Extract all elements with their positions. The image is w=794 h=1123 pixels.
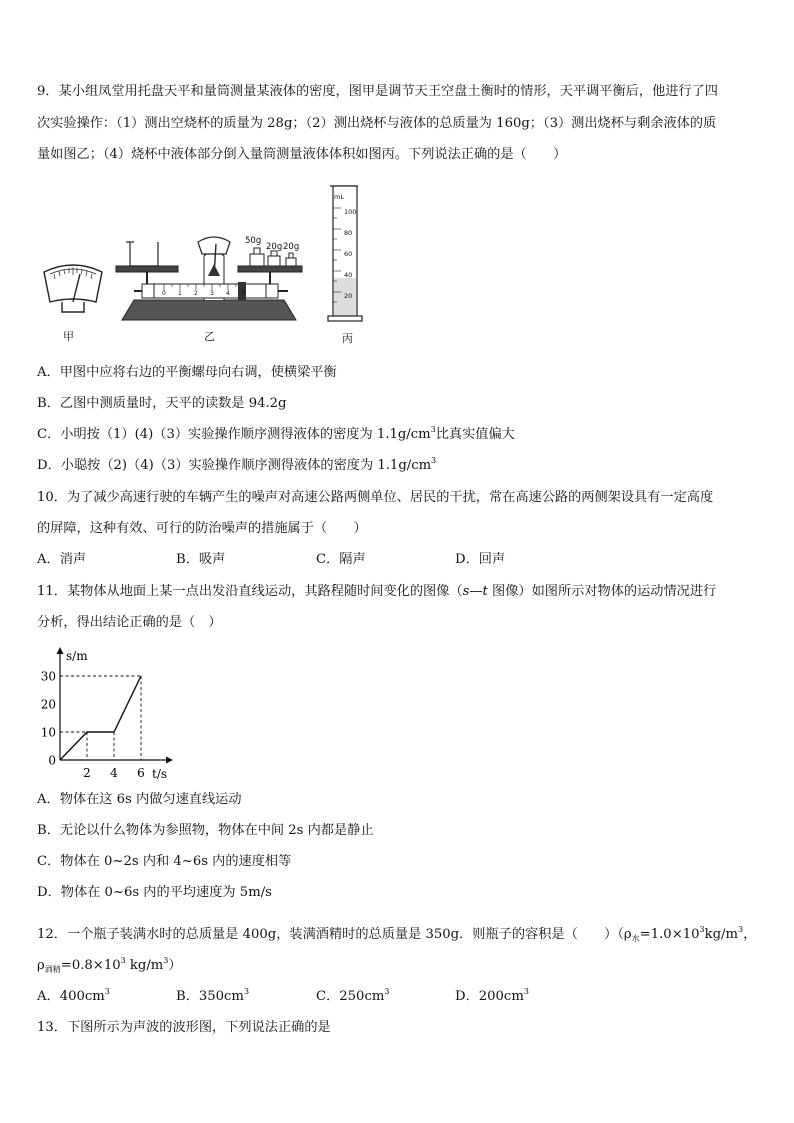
q9-stem-line-2: 次实验操作：（1）测出空烧杯的质量为 28g；（2）测出烧杯与液体的总质量为 160g；（3）测出烧杯与剩余液体的质	[37, 116, 717, 131]
cylinder-unit: mL	[334, 193, 344, 201]
balance-pointer-dial-figure	[40, 258, 106, 316]
q9-option-b: B．乙图中测质量时，天平的读数是 94.2g	[37, 396, 287, 411]
y-axis-arrow	[57, 647, 64, 654]
q9-option-d: D．小聪按（2)（4)（3）实验操作顺序测得液体的密度为 $1.1g/cm^3$	[37, 456, 437, 473]
q11-option-a: A．物体在这 6s 内做匀速直线运动	[37, 792, 242, 807]
y-tick-label-30: 30	[40, 669, 56, 684]
q9-option-c: C．小明按（1）(4)（3）实验操作顺序测得液体的密度为 $1.1g/cm^3$比真实值偏大	[37, 425, 515, 442]
series-line	[60, 676, 141, 760]
scale-tick-0: 0	[162, 290, 166, 297]
figure-label-bing: 丙	[342, 332, 353, 345]
cylinder-tick-60: 60	[344, 250, 353, 258]
q9-stem-line-3: 量如图乙；（4）烧杯中液体部分倒入量筒测量液体体积如图丙。下列说法正确的是（ ）	[37, 147, 567, 162]
q12-option-a: A．$400cm^3$	[37, 987, 110, 1004]
q11-stem-line-2: 分析，得出结论正确的是（ ）	[37, 615, 222, 630]
q12-option-b: B．$350cm^3$	[176, 987, 250, 1004]
scale-tick-1: 1	[178, 290, 182, 297]
cylinder-tick-80: 80	[344, 229, 353, 237]
q11-option-b: B．无论以什么物体为参照物，物体在中间 2s 内都是静止	[37, 823, 374, 838]
y-tick-label-20: 20	[40, 697, 56, 712]
cylinder-tick-20: 20	[344, 292, 353, 300]
cylinder-tick-40: 40	[344, 271, 353, 279]
figure-label-jia: 甲	[63, 330, 74, 343]
q10-option-d: D．回声	[455, 552, 506, 567]
q13-stem: 13．下图所示为声波的波形图，下列说法正确的是	[37, 1020, 331, 1035]
q9-stem-line-1: 9．某小组凤堂用托盘天平和量筒测量某液体的密度，图甲是调节天王空盘土衡时的情形，天平调平衡后，他进行了四	[37, 84, 718, 99]
scale-tick-3: 3	[210, 290, 214, 297]
y-tick-label-10: 10	[40, 725, 56, 740]
x-axis-label: t/s	[152, 767, 168, 781]
q12-stem-line-2: $\rho_{酒精}=0.8\times 10^3$ $kg/m^3$）	[37, 956, 182, 974]
y-tick-label-0: 0	[48, 753, 56, 768]
q11-stem-line-1: 11．某物体从地面上某一点出发沿直线运动，其路程随时间变化的图像（s—t 图像）如图所示对物体的运动情况进行	[37, 584, 717, 599]
weight-label-20g-1: 20g	[266, 242, 283, 252]
q10-option-b: B．吸声	[176, 552, 226, 567]
scale-tick-5: 5	[242, 290, 246, 297]
q11-option-c: C．物体在 0~2s 内和 4~6s 内的速度相等	[37, 854, 292, 869]
y-axis-label: s/m	[66, 649, 88, 663]
x-tick-label-2: 2	[83, 766, 91, 780]
q10-option-c: C．隔声	[316, 552, 366, 567]
q11-option-d: D．物体在 0~6s 内的平均速度为 5m/s	[37, 885, 272, 900]
q9-option-a: A．甲图中应将右边的平衡螺母向右调，使横梁平衡	[37, 365, 337, 380]
figure-label-yi: 乙	[204, 330, 215, 343]
x-tick-label-6: 6	[137, 766, 145, 780]
scale-tick-2: 2	[194, 290, 198, 297]
q12-option-c: C．$250cm^3$	[316, 987, 390, 1004]
q10-stem-line-1: 10．为了减少高速行驶的车辆产生的噪声对高速公路两侧单位、居民的干扰，常在高速公路的两侧架设具有一定高度	[37, 490, 714, 505]
q12-stem-line-1: 12．一个瓶子装满水时的总质量是 400g，装满酒精时的总质量是 350g．则瓶子的容积是（ ）（$\rho_水=1.0\times 10^3kg/m^3$，	[37, 925, 757, 943]
weight-label-50g: 50g	[245, 236, 262, 246]
q10-option-a: A．消声	[37, 552, 87, 567]
weight-label-20g-2: 20g	[283, 242, 300, 252]
q10-stem-line-2: 的屏障，这种有效、可行的防治噪声的措施属于（ ）	[37, 521, 367, 536]
s-t-graph	[40, 642, 180, 782]
cylinder-tick-100: 100	[344, 208, 357, 216]
scale-tick-4: 4	[226, 290, 230, 297]
q12-option-d: D．$200cm^3$	[455, 987, 529, 1004]
x-axis-arrow	[166, 757, 173, 764]
x-tick-label-4: 4	[110, 766, 118, 780]
